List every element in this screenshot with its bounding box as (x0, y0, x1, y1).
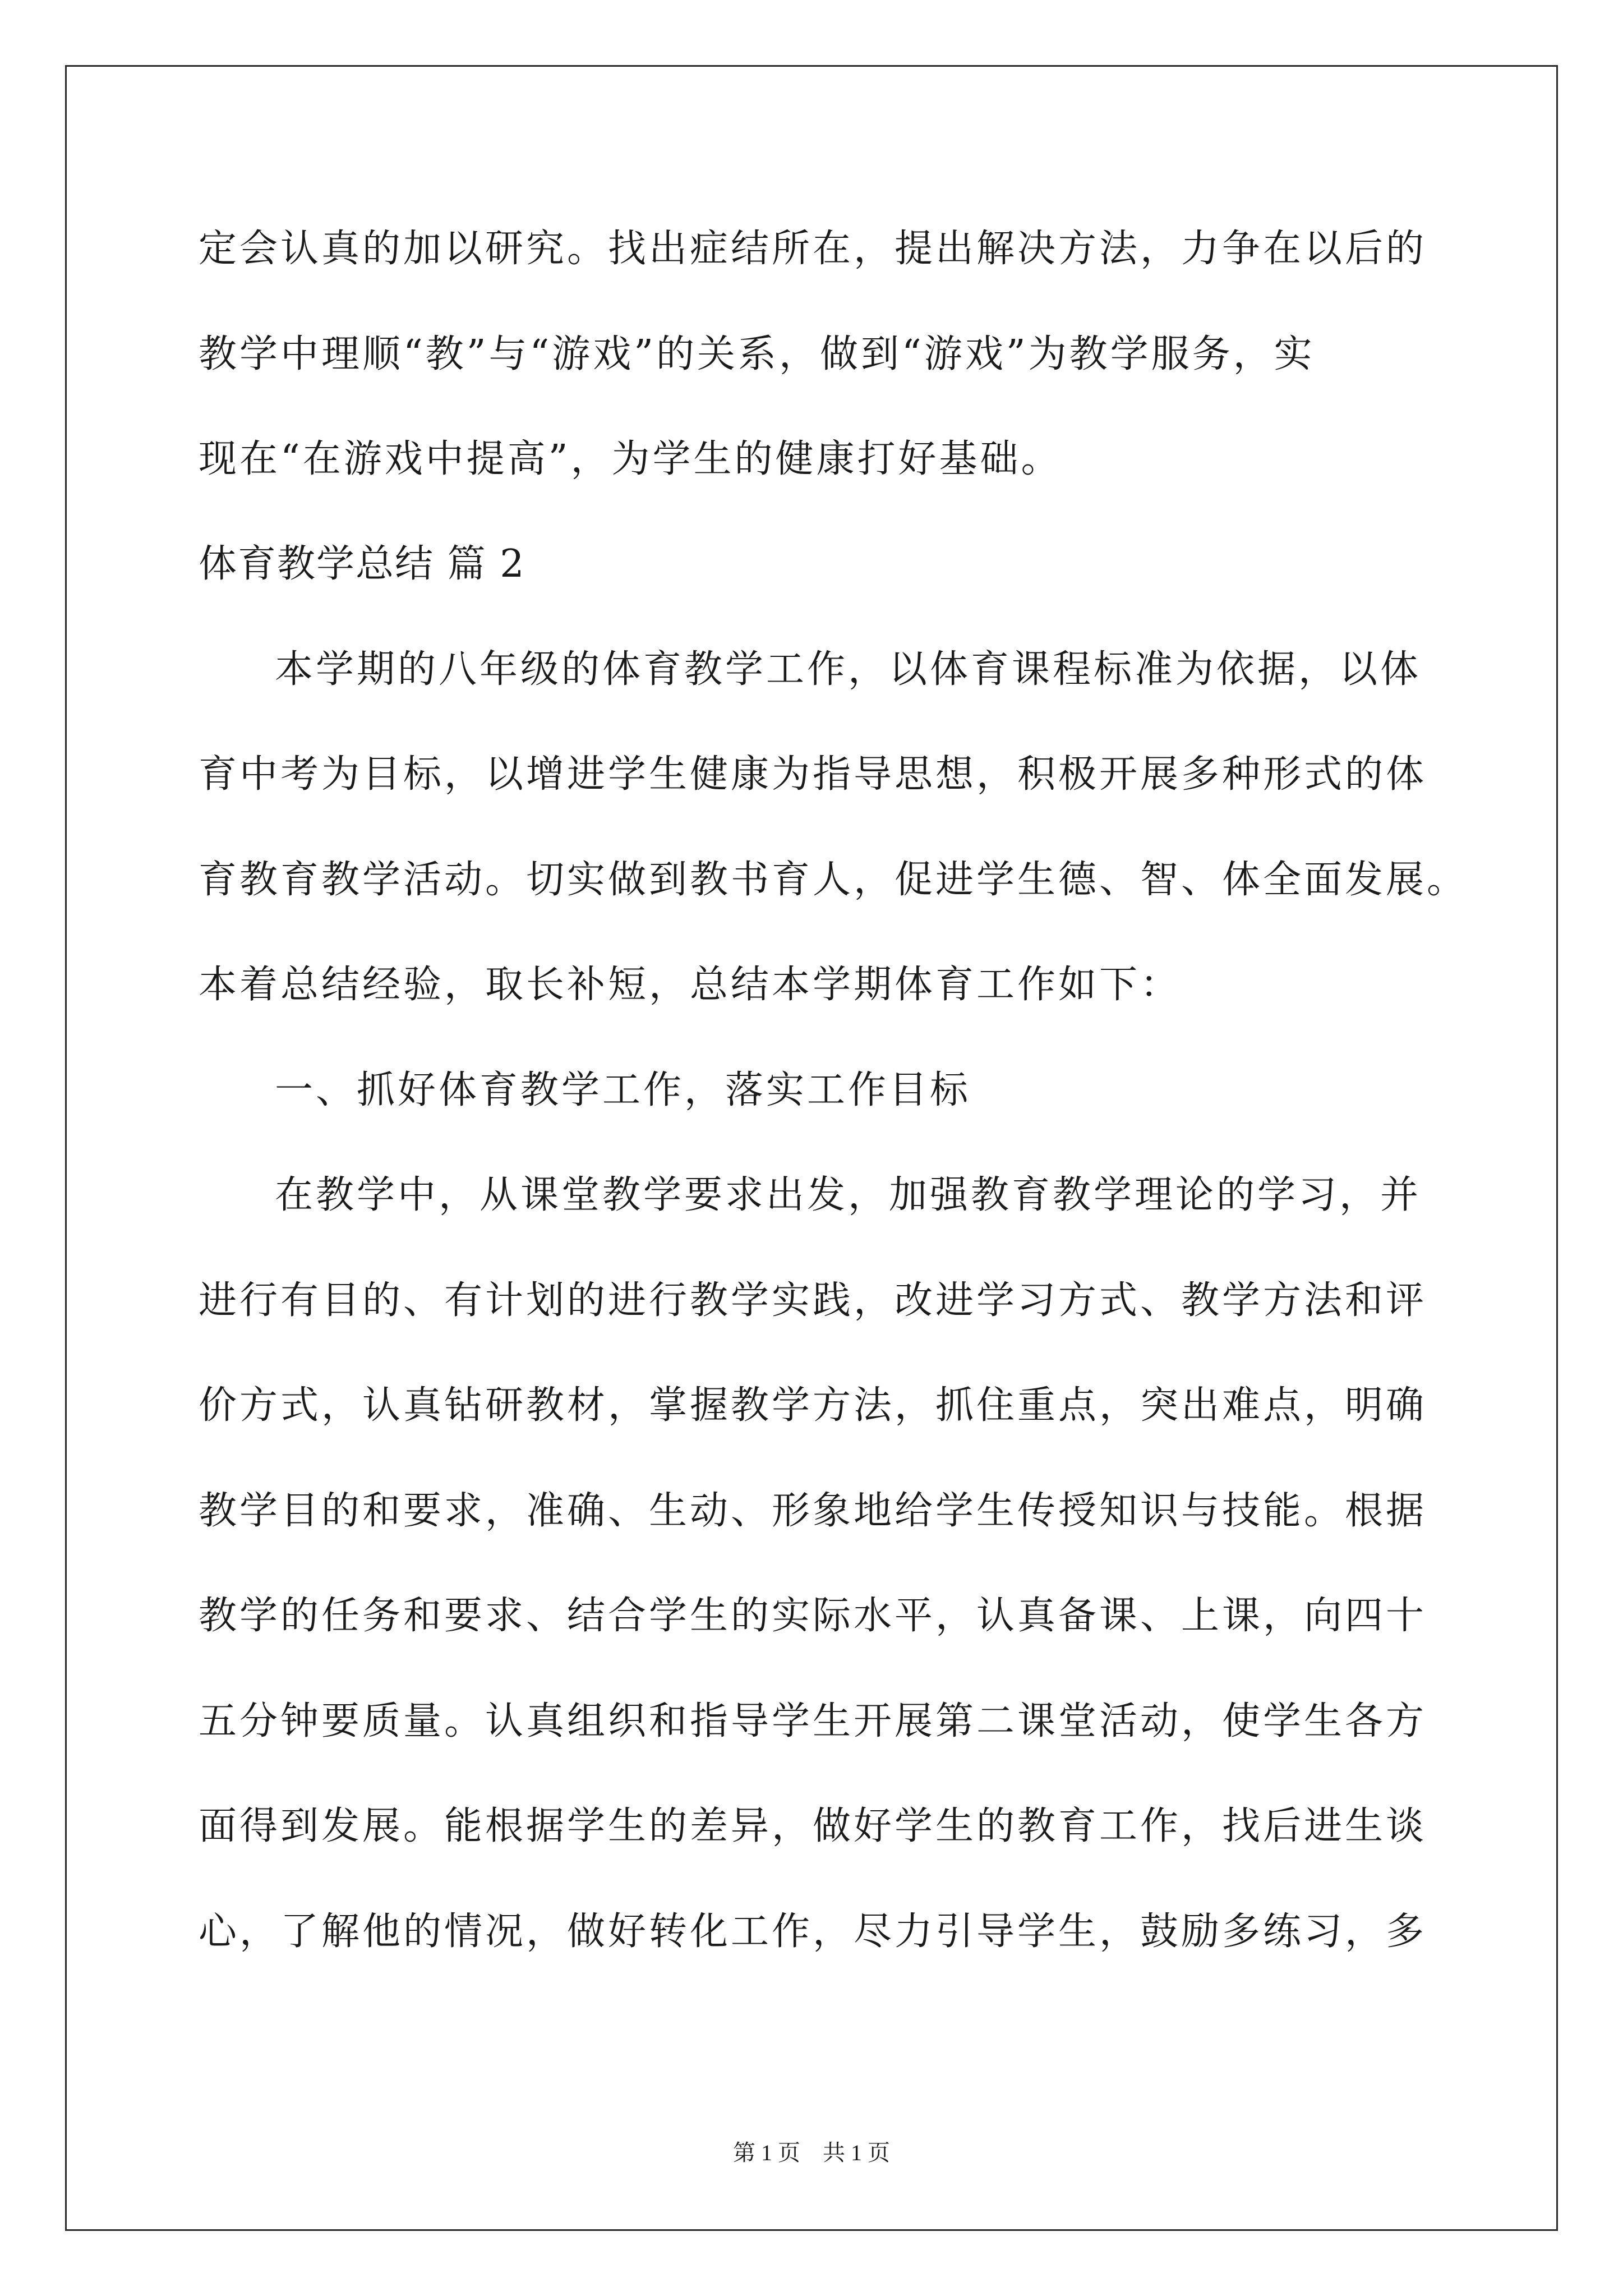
subheading: 一、抓好体育教学工作，落实工作目标 (275, 1068, 971, 1112)
body-line: 教学的任务和要求、结合学生的实际水平，认真备课、上课，向四十 (199, 1594, 1427, 1638)
body-line: 育教育教学活动。切实做到教书育人，促进学生德、智、体全面发展。 (199, 858, 1468, 902)
body-line: 进行有目的、有计划的进行教学实践，改进学习方式、教学方法和评 (199, 1278, 1427, 1323)
body-line: 心，了解他的情况，做好转化工作，尽力引导学生，鼓励多练习，多 (199, 1910, 1427, 1954)
body-line: 教学目的和要求，准确、生动、形象地给学生传授知识与技能。根据 (199, 1489, 1427, 1533)
page-number: 第 1 页 共 1 页 (733, 2140, 890, 2165)
body-line: 五分钟要质量。认真组织和指导学生开展第二课堂活动，使学生各方 (199, 1699, 1427, 1743)
body-line: 本着总结经验，取长补短，总结本学期体育工作如下： (199, 963, 1182, 1007)
body-line: 在教学中，从课堂教学要求出发，加强教育教学理论的学习，并 (275, 1173, 1422, 1217)
section-heading: 体育教学总结 篇 2 (199, 542, 525, 586)
body-line: 价方式，认真钻研教材，掌握教学方法，抓住重点，突出难点，明确 (199, 1383, 1427, 1428)
body-line: 现在“在游戏中提高”，为学生的健康打好基础。 (199, 437, 1062, 481)
body-line: 面得到发展。能根据学生的差异，做好学生的教育工作，找后进生谈 (199, 1804, 1427, 1848)
body-line: 本学期的八年级的体育教学工作，以体育课程标准为依据，以体 (275, 647, 1422, 692)
page-border (65, 65, 1558, 2231)
body-line: 育中考为目标，以增进学生健康为指导思想，积极开展多种形式的体 (199, 752, 1427, 797)
body-line: 定会认真的加以研究。找出症结所在，提出解决方法，力争在以后的 (199, 227, 1427, 271)
body-line: 教学中理顺“教”与“游戏”的关系，做到“游戏”为教学服务，实 (199, 332, 1315, 376)
